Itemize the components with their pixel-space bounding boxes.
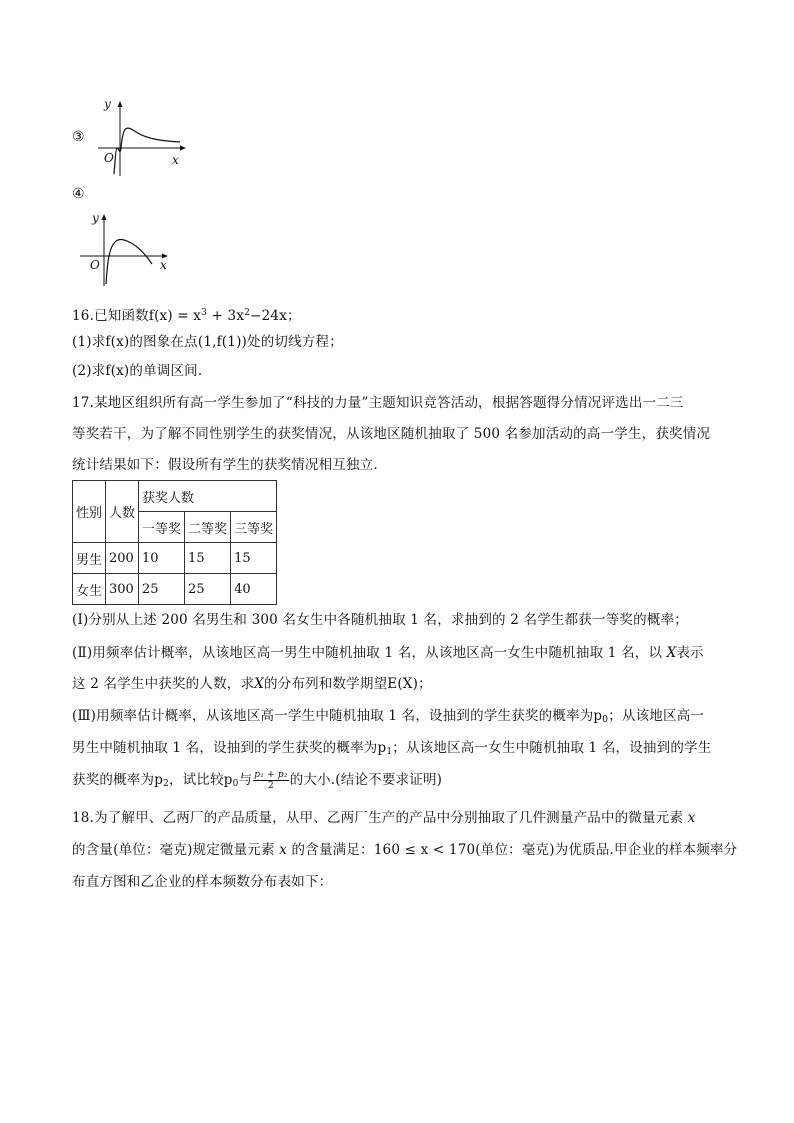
cell-count: 200 [106, 543, 139, 574]
cell-count: 300 [106, 574, 139, 605]
cell-first: 10 [139, 543, 185, 574]
cell-first: 25 [139, 574, 185, 605]
graph-4-y-label: y [92, 211, 99, 225]
award-statistics-table [72, 480, 277, 605]
header-count: 人数 [106, 481, 139, 543]
cell-second: 15 [185, 543, 231, 574]
q18-stem-line-3: 布直方图和乙企业的样本频数分布表如下： [72, 874, 333, 890]
header-gender: 性别 [73, 481, 106, 543]
header-award-count: 获奖人数 [139, 481, 277, 512]
graph-3-x-label: x [172, 153, 179, 167]
cell-gender: 女生 [73, 574, 106, 605]
q17-part-3-line-1: (Ⅲ)用频率估计概率，从该地区高一学生中随机抽取 1 名，设抽到的学生获奖的概率为$p_0$；从该地区高一 [72, 708, 705, 725]
cell-third: 40 [231, 574, 277, 605]
header-first-prize: 一等奖 [139, 512, 185, 543]
q17-part-2-line-1: (Ⅱ)用频率估计概率，从该地区高一男生中随机抽取 1 名，从该地区高一女生中随机抽取 1 名，以 X表示 [72, 645, 704, 661]
cell-second: 25 [185, 574, 231, 605]
q16-part-1: (1)求f(x)的图象在点(1,f(1))处的切线方程； [72, 334, 343, 350]
header-third-prize: 三等奖 [231, 512, 277, 543]
q16-stem: 16.已知函数$f(x) = x^3 + 3x^2-24x$； [72, 308, 301, 324]
graph-3-y-label: y [104, 97, 111, 111]
header-second-prize: 二等奖 [185, 512, 231, 543]
function-graph-4 [80, 208, 180, 288]
table-header-row [73, 481, 277, 512]
q18-stem-line-1: 18.为了解甲、乙两厂的产品质量，从甲、乙两厂生产的产品中分别抽取了几件测量产品中的微量元素 x [72, 810, 696, 826]
table-row [73, 574, 277, 605]
graph-3-origin-label: O [104, 151, 114, 165]
q17-stem-line-2: 等奖若干，为了解不同性别学生的获奖情况，从该地区随机抽取了 500 名参加活动的高一学生，获奖情况 [72, 426, 711, 442]
q17-part-3-line-2: 男生中随机抽取 1 名，设抽到的学生获奖的概率为$p_1$；从该地区高一女生中随机抽取 1 名，设抽到的学生 [72, 740, 712, 757]
cell-gender: 男生 [73, 543, 106, 574]
option-4-label: ④ [72, 186, 85, 202]
q17-part-2-line-2: 这 2 名学生中获奖的人数，求X的分布列和数学期望E(X)； [72, 676, 432, 692]
q17-stem-line-1: 17.某地区组织所有高一学生参加了“科技的力量”主题知识竞答活动，根据答题得分情况评选出一二三 [72, 395, 684, 411]
table-row [73, 543, 277, 574]
option-3-label: ③ [72, 129, 85, 145]
cell-third: 15 [231, 543, 277, 574]
graph-4-origin-label: O [90, 258, 100, 272]
q17-part-1: (Ⅰ)分别从上述 200 名男生和 300 名女生中各随机抽取 1 名，求抽到的 2 名学生都获一等奖的概率； [72, 612, 688, 628]
q18-stem-line-2: 的含量(单位：毫克)规定微量元素 x 的含量满足：160 ≤ x < 170(单位：毫克)为优质品.甲企业的样本频率分 [72, 842, 738, 858]
function-graph-3 [92, 96, 192, 178]
q17-part-3-line-3: 获奖的概率为$p_2$，试比较$p_0$与 $\frac{\text{p₁ + p₂}}{2}$ 的大小.(结论不要求证明) [72, 770, 443, 791]
fraction: $\frac{\text{p₁ + p₂}}{2}$ [254, 770, 288, 791]
graph-4-x-label: x [160, 258, 167, 272]
q17-stem-line-3: 统计结果如下：假设所有学生的获奖情况相互独立. [72, 457, 378, 473]
q16-part-2: (2)求f(x)的单调区间. [72, 363, 203, 379]
